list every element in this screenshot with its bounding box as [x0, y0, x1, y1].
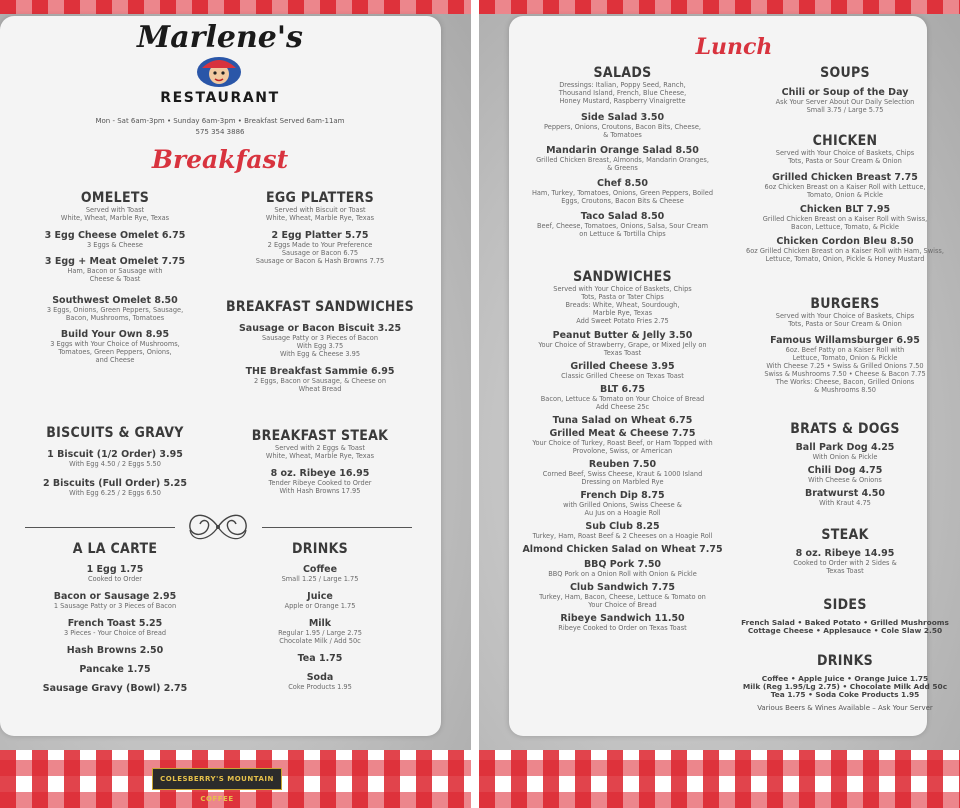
chef-mascot-icon: [188, 50, 250, 90]
menu-item-desc: Apple or Orange 1.75: [284, 602, 356, 610]
lunch-drinks-section: [741, 653, 949, 712]
menu-item-name: Bratwurst 4.50: [804, 488, 886, 499]
menu-item-name: Grilled Cheese 3.95: [570, 361, 675, 372]
menu-item-name: Sausage Gravy (Bowl) 2.75: [42, 683, 188, 694]
menu-item-name: BLT 6.75: [600, 384, 645, 395]
menu-item-name: Grilled Meat & Cheese 7.75: [549, 428, 696, 439]
section-title: BURGERS: [810, 296, 880, 312]
menu-item-name: Hash Browns 2.50: [66, 645, 164, 656]
chicken-section: [741, 133, 949, 263]
menu-item-name: Peanut Butter & Jelly 3.50: [552, 330, 693, 341]
drinks-line: Coffee • Apple Juice • Orange Juice 1.75: [761, 674, 929, 683]
menu-item-name: Ball Park Dog 4.25: [795, 442, 895, 453]
menu-item-desc: Cooked to Order: [87, 575, 143, 583]
menu-item-name: Chicken BLT 7.95: [799, 204, 891, 215]
menu-item-name: Sub Club 8.25: [585, 521, 660, 532]
lunch-title: Lunch: [695, 34, 773, 60]
section-title: DRINKS: [816, 653, 874, 669]
menu-item-desc: with Grilled Onions, Swiss Cheese & Au Jus on a Hoagie Roll: [563, 501, 682, 517]
breakfast-sandwiches-section: [225, 299, 415, 393]
section-desc: Served with Your Choice of Baskets, Chips Tots, Pasta or Sour Cream & Onion: [775, 149, 915, 165]
sides-line: Cottage Cheese • Applesauce • Cole Slaw 2.50: [747, 626, 943, 635]
biscuits-section: [20, 425, 210, 497]
menu-item-name: Tuna Salad on Wheat 6.75: [552, 415, 693, 426]
menu-item-name: Soda: [306, 672, 334, 683]
menu-item-name: Reuben 7.50: [588, 459, 657, 470]
menu-item-desc: Your Choice of Strawberry, Grape, or Mixed Jelly on Texas Toast: [538, 341, 707, 357]
menu-item-name: Bacon or Sausage 2.95: [53, 591, 177, 602]
section-desc: Dressings: Italian, Poppy Seed, Ranch, Thousand Island, French, Blue Cheese, Honey Mustard, Raspberry Vinaigrette: [558, 81, 687, 105]
menu-item-desc: BBQ Pork on a Onion Roll with Onion & Pickle: [548, 570, 697, 578]
menu-item-desc: Small 1.25 / Large 1.75: [281, 575, 359, 583]
divider-line-right: [262, 527, 412, 528]
breakfast-title: Breakfast: [151, 145, 289, 174]
menu-item-desc: Ham, Turkey, Tomatoes, Onions, Green Peppers, Boiled Eggs, Croutons, Bacon Bits & Cheese: [531, 189, 714, 205]
logo-name: Marlene's: [137, 20, 303, 55]
footer-logo: COLESBERRY'S MOUNTAIN COFFEE: [152, 768, 282, 790]
menu-item-desc: 3 Eggs & Cheese: [87, 241, 143, 249]
section-title: SALADS: [593, 65, 652, 81]
section-desc: Served with Your Choice of Baskets, Chips Tots, Pasta or Tater Chips Breads: White, Wheat, Sourdough, Marble Rye, Texas Add Sweet Potato Fries 2.75: [553, 285, 692, 325]
menu-item-name: Famous Willamsburger 6.95: [770, 335, 920, 346]
section-title: DRINKS: [291, 541, 349, 557]
menu-item-name: Side Salad 3.50: [580, 112, 665, 123]
menu-item-desc: Ribeye Cooked to Order on Texas Toast: [558, 624, 687, 632]
menu-item-desc: Ask Your Server About Our Daily Selection Small 3.75 / Large 5.75: [775, 98, 915, 114]
menu-item-desc: 3 Eggs with Your Choice of Mushrooms, Tomatoes, Green Peppers, Onions, and Cheese: [50, 340, 180, 364]
menu-item-desc: Grilled Chicken Breast, Almonds, Mandarin Oranges, & Greens: [536, 156, 709, 172]
menu-item-name: Sausage or Bacon Biscuit 3.25: [238, 323, 402, 334]
menu-item-name: Chef 8.50: [596, 178, 649, 189]
menu-item-name: Milk: [308, 618, 332, 629]
menu-item-name: 2 Biscuits (Full Order) 5.25: [43, 478, 187, 489]
menu-item-desc: 3 Eggs, Onions, Green Peppers, Sausage, Bacon, Mushrooms, Tomatoes: [46, 306, 184, 322]
menu-item-desc: Cooked to Order with 2 Sides & Texas Toast: [793, 559, 897, 575]
sides-line: French Salad • Baked Potato • Grilled Mushrooms: [741, 618, 949, 627]
section-title: SOUPS: [820, 65, 870, 81]
divider-line-left: [25, 527, 175, 528]
burgers-section: [741, 296, 949, 394]
egg-platters-section: [225, 190, 415, 265]
menu-item-name: Chili or Soup of the Day: [781, 87, 909, 98]
menu-item-desc: 2 Eggs, Bacon or Sausage, & Cheese on Wheat Bread: [253, 377, 387, 393]
menu-item-desc: 1 Sausage Patty or 3 Pieces of Bacon: [53, 602, 177, 610]
menu-item-name: Chili Dog 4.75: [807, 465, 883, 476]
menu-item-desc: With Onion & Pickle: [812, 453, 878, 461]
checker-border-top: [0, 0, 471, 14]
section-desc: Served with Biscuit or Toast White, Wheat, Marble Rye, Texas: [265, 206, 375, 222]
a-la-carte-section: [20, 541, 210, 694]
section-title: BREAKFAST SANDWICHES: [225, 299, 415, 315]
menu-item-desc: 6oz Chicken Breast on a Kaiser Roll with Lettuce, Tomato, Onion & Pickle: [764, 183, 926, 199]
menu-item-name: 3 Egg Cheese Omelet 6.75: [44, 230, 186, 241]
menu-item-desc: 3 Pieces - Your Choice of Bread: [63, 629, 167, 637]
drinks-line: Milk (Reg 1.95/Lg 2.75) • Chocolate Milk Add 50c: [742, 682, 948, 691]
section-title: A LA CARTE: [72, 541, 158, 557]
menu-item-name: Southwest Omelet 8.50: [52, 295, 178, 306]
menu-item-name: Almond Chicken Salad on Wheat 7.75: [522, 544, 723, 555]
hours-line: Mon - Sat 6am-3pm • Sunday 6am-3pm • Breakfast Served 6am-11am: [95, 117, 345, 125]
omelets-section: [20, 190, 210, 364]
section-title: BRATS & DOGS: [790, 421, 900, 437]
menu-item-name: French Dip 8.75: [580, 490, 665, 501]
section-title: CHICKEN: [812, 133, 878, 149]
breakfast-steak-section: [225, 428, 415, 495]
menu-item-name: Pancake 1.75: [79, 664, 151, 675]
menu-item-desc: With Cheese & Onions: [808, 476, 882, 484]
checker-border-bottom: [479, 750, 960, 808]
menu-item-name: 8 oz. Ribeye 16.95: [270, 468, 370, 479]
menu-item-desc: Tender Ribeye Cooked to Order With Hash Browns 17.95: [268, 479, 372, 495]
section-desc: Served with 2 Eggs & Toast White, Wheat, Marble Rye, Texas: [265, 444, 375, 460]
menu-item-name: Chicken Cordon Bleu 8.50: [776, 236, 914, 247]
sandwiches-section: [515, 269, 730, 632]
section-title: OMELETS: [80, 190, 150, 206]
menu-item-desc: Regular 1.95 / Large 2.75 Chocolate Milk / Add 50c: [278, 629, 362, 645]
drinks-section: [225, 541, 415, 691]
menu-item-name: THE Breakfast Sammie 6.95: [245, 366, 395, 377]
menu-item-name: Mandarin Orange Salad 8.50: [546, 145, 699, 156]
menu-item-desc: Grilled Chicken Breast on a Kaiser Roll with Swiss, Bacon, Lettuce, Tomato, & Pickle: [762, 215, 928, 231]
soups-section: [741, 65, 949, 114]
menu-item-name: Juice: [307, 591, 333, 602]
phone-line: 575 354 3886: [195, 128, 245, 136]
menu-item-desc: Your Choice of Turkey, Roast Beef, or Ham Topped with Provolone, Swiss, or American: [532, 439, 713, 455]
section-title: BISCUITS & GRAVY: [46, 425, 184, 441]
section-title: BREAKFAST STEAK: [251, 428, 389, 444]
menu-item-desc: Sausage Patty or 3 Pieces of Bacon With Egg 3.75 With Egg & Cheese 3.95: [261, 334, 379, 358]
checker-border-top: [479, 0, 960, 14]
menu-item-name: 1 Biscuit (1/2 Order) 3.95: [47, 449, 183, 460]
menu-item-desc: Corned Beef, Swiss Cheese, Kraut & 1000 Island Dressing on Marbled Rye: [542, 470, 703, 486]
menu-item-name: French Toast 5.25: [67, 618, 163, 629]
menu-item-desc: 6oz Grilled Chicken Breast on a Kaiser Roll with Ham, Swiss, Lettuce, Tomato, Onion, Pickle & Honey Mustard: [746, 247, 944, 263]
menu-item-desc: Classic Grilled Cheese on Texas Toast: [561, 372, 684, 380]
lunch-panel: [479, 0, 960, 808]
menu-item-name: Ribeye Sandwich 11.50: [560, 613, 685, 624]
menu-item-desc: With Egg 4.50 / 2 Eggs 5.50: [69, 460, 161, 468]
section-title: SIDES: [823, 597, 867, 613]
menu-item-desc: Turkey, Ham, Bacon, Cheese, Lettuce & Tomato on Your Choice of Bread: [539, 593, 706, 609]
menu-item-name: Club Sandwich 7.75: [569, 582, 676, 593]
logo-restaurant: RESTAURANT: [160, 90, 280, 106]
menu-item-desc: Peppers, Onions, Croutons, Bacon Bits, Cheese, & Tomatoes: [544, 123, 701, 139]
menu-item-desc: 2 Eggs Made to Your Preference Sausage or Bacon 6.75 Sausage or Bacon & Hash Browns 7.75: [255, 241, 385, 265]
section-title: EGG PLATTERS: [265, 190, 375, 206]
section-title: STEAK: [821, 527, 869, 543]
menu-item-desc: Bacon, Lettuce & Tomato on Your Choice of Bread Add Cheese 25c: [540, 395, 705, 411]
menu-item-name: Grilled Chicken Breast 7.75: [772, 172, 918, 183]
menu-item-name: Build Your Own 8.95: [60, 329, 170, 340]
menu-item-desc: 6oz. Beef Patty on a Kaiser Roll with Lettuce, Tomato, Onion & Pickle With Cheese 7.25 • Swiss & Grilled Onions 7.50 Swiss & Mushrooms 7.50 • Cheese & Bacon 7.75 The Works: Cheese, Bacon, Grilled Onions & Mushrooms 8.50: [764, 346, 926, 394]
drinks-note: Various Beers & Wines Available – Ask Your Server: [757, 704, 933, 712]
menu-item-name: 8 oz. Ribeye 14.95: [795, 548, 895, 559]
menu-item-desc: Coke Products 1.95: [288, 683, 352, 691]
menu-item-desc: Beef, Cheese, Tomatoes, Onions, Salsa, Sour Cream on Lettuce & Tortilla Chips: [536, 222, 709, 238]
menu-item-name: Tea 1.75: [297, 653, 343, 664]
menu-item-name: Coffee: [302, 564, 338, 575]
section-title: SANDWICHES: [573, 269, 672, 285]
breakfast-panel: [0, 0, 471, 808]
menu-item-desc: Turkey, Ham, Roast Beef & 2 Cheeses on a Hoagie Roll: [532, 532, 713, 540]
salads-section: [515, 65, 730, 238]
section-desc: Served with Toast White, Wheat, Marble Rye, Texas: [60, 206, 170, 222]
sides-section: [741, 597, 949, 635]
menu-item-name: 1 Egg 1.75: [86, 564, 144, 575]
menu-item-name: BBQ Pork 7.50: [583, 559, 662, 570]
menu-item-name: Taco Salad 8.50: [580, 211, 665, 222]
menu-item-desc: With Egg 6.25 / 2 Eggs 6.50: [69, 489, 161, 497]
menu-item-name: 3 Egg + Meat Omelet 7.75: [44, 256, 186, 267]
drinks-line: Tea 1.75 • Soda Coke Products 1.95: [770, 690, 920, 699]
steak-section: [741, 527, 949, 575]
menu-item-desc: With Kraut 4.75: [819, 499, 871, 507]
menu-item-desc: Ham, Bacon or Sausage with Cheese & Toast: [67, 267, 163, 283]
menu-item-name: 2 Egg Platter 5.75: [271, 230, 369, 241]
section-desc: Served with Your Choice of Baskets, Chips Tots, Pasta or Sour Cream & Onion: [775, 312, 915, 328]
brats-section: [741, 421, 949, 507]
